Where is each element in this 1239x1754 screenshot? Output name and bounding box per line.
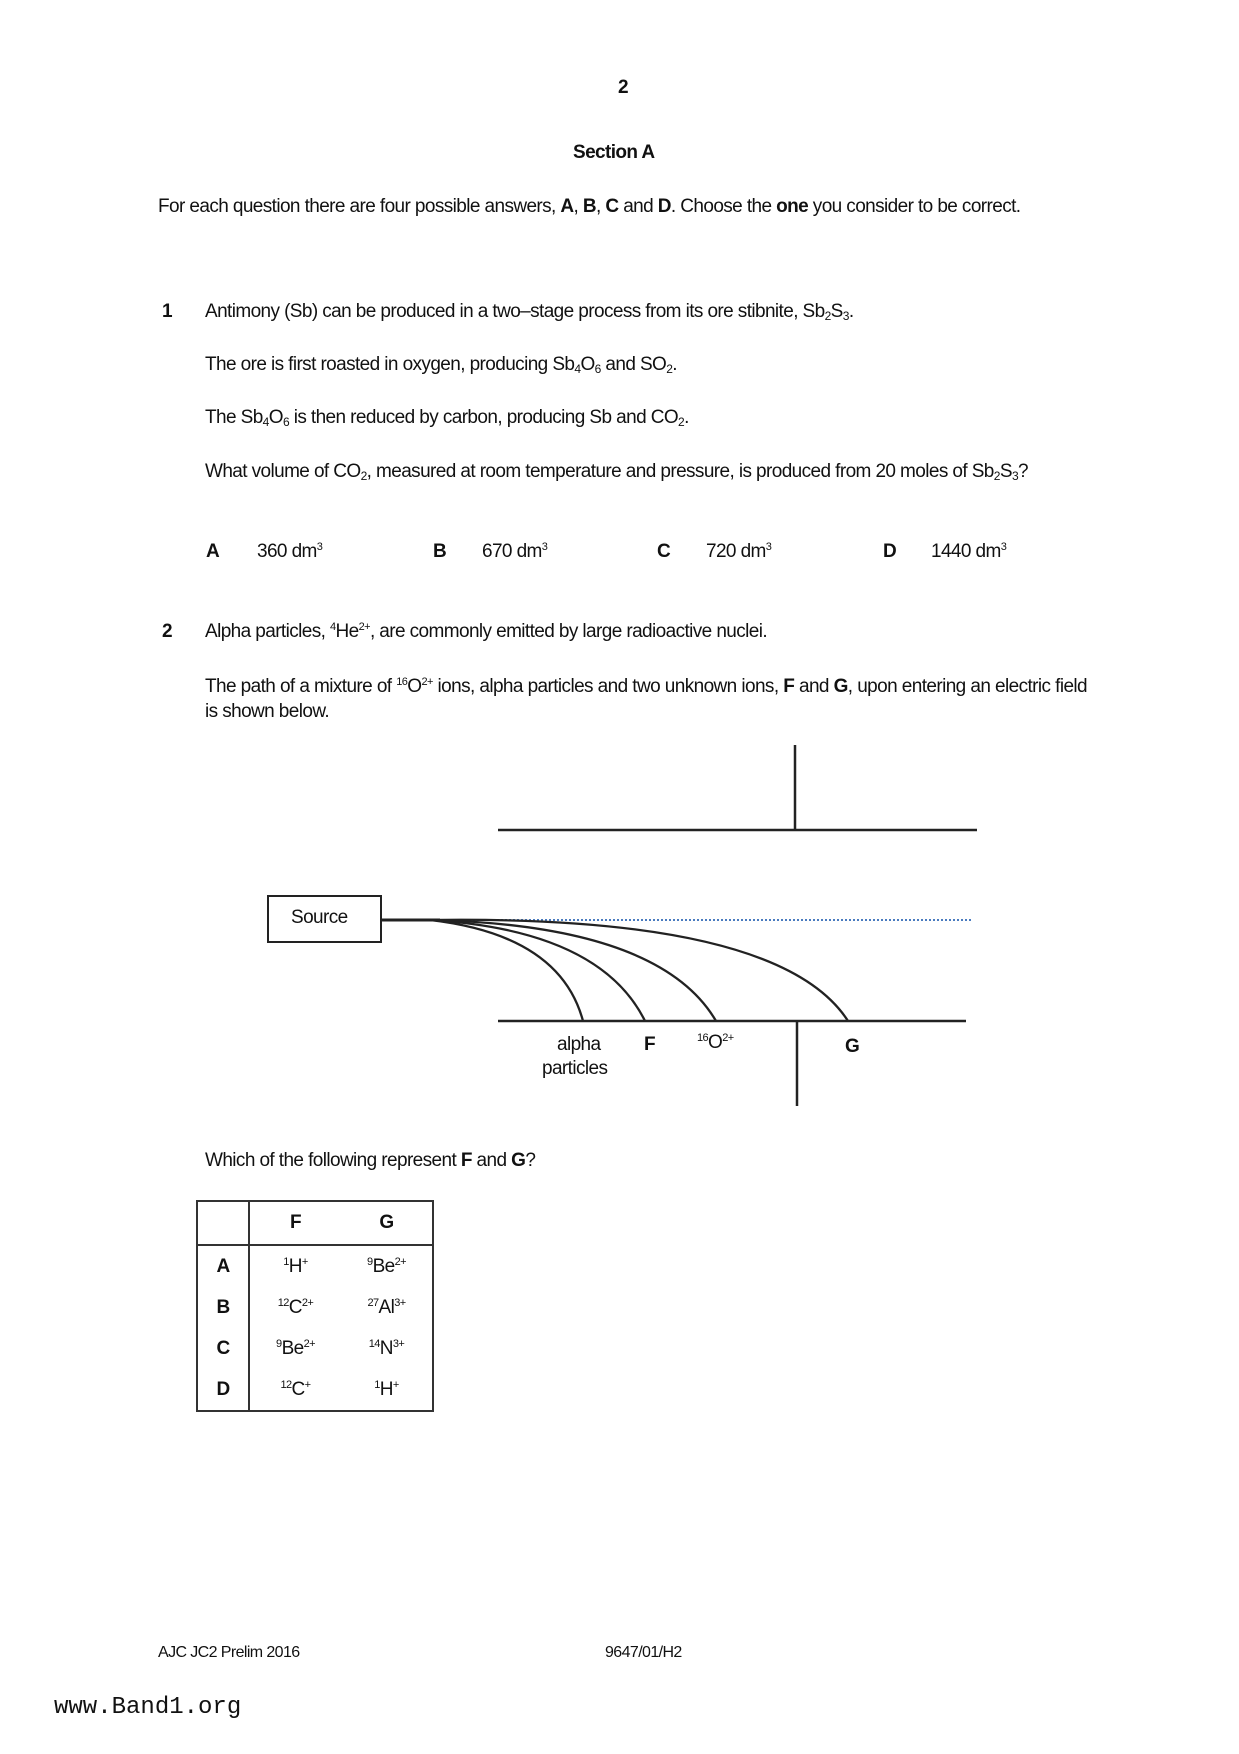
g-path (430, 920, 848, 1021)
footer-center: 9647/01/H2 (605, 1644, 682, 1661)
option-c-letter: C (657, 541, 671, 562)
table-row (197, 1245, 433, 1287)
section-title: Section A (573, 142, 655, 163)
instructions: For each question there are four possible answers, A, B, C and D. Choose the one you consider to be correct. (158, 196, 1021, 217)
option-b-letter: B (433, 541, 447, 562)
q2-line-1: Alpha particles, $^4He^{2+}$, are commonly emitted by large radioactive nuclei. (205, 621, 768, 642)
option-d-letter: D (883, 541, 897, 562)
question-1-number: 1 (162, 301, 172, 322)
table-row (197, 1369, 433, 1411)
table-header-f: F (249, 1201, 341, 1245)
q1-question: What volume of $CO_2$, measured at room temperature and pressure, is produced from 20 moles of $Sb_2S_3$? (205, 461, 1028, 483)
watermark-link[interactable]: www.Band1.org (54, 1694, 242, 1721)
table-header-row (197, 1201, 433, 1245)
footer-left: AJC JC2 Prelim 2016 (158, 1644, 300, 1661)
q1-line-3: The $Sb_4O_6$ is then reduced by carbon, producing Sb and $CO_2$. (205, 407, 689, 429)
q2-line-2: The path of a mixture of $^{16}O^{2+}$ ions, alpha particles and two unknown ions, F and G, upon entering an electric field is shown below. (205, 676, 1087, 722)
g-cell: $^9Be^{2+}$ (367, 1255, 406, 1277)
question-2-number: 2 (162, 621, 172, 642)
table-header-g: G (341, 1201, 433, 1245)
g-cell: $^{27}Al^{3+}$ (367, 1296, 406, 1318)
q1-line-1: Antimony (Sb) can be produced in a two–stage process from its ore stibnite, $Sb_2S_3$. (205, 301, 854, 323)
alpha-label: alpha (557, 1034, 601, 1055)
f-label: F (644, 1034, 656, 1055)
g-cell: $^{14}N^{3+}$ (368, 1337, 405, 1359)
o-label: $^{16}O^{2+}$ (697, 1032, 734, 1053)
source-label: Source (291, 907, 348, 928)
table-row (197, 1287, 433, 1328)
answer-table (196, 1200, 434, 1412)
table-header-empty (197, 1201, 249, 1245)
table-row (197, 1328, 433, 1369)
q2-question: Which of the following represent F and G? (205, 1150, 536, 1171)
f-cell: $^{12}$C+ (280, 1378, 311, 1400)
f-cell: $^{12}C^{2+}$ (277, 1296, 314, 1318)
row-letter: C (197, 1328, 249, 1369)
option-c-value: 720 $dm^3$ (706, 541, 772, 562)
g-cell: $^1$H+ (374, 1378, 399, 1400)
option-a-value: 360 $dm^3$ (257, 541, 323, 562)
f-path (430, 920, 645, 1021)
q1-line-2: The ore is first roasted in oxygen, producing $Sb_4O_6$ and $SO_2$. (205, 354, 677, 376)
g-label: G (845, 1036, 860, 1057)
row-letter: B (197, 1287, 249, 1328)
option-a-letter: A (206, 541, 220, 562)
row-letter: A (197, 1245, 249, 1287)
page-number: 2 (618, 77, 628, 98)
option-d-value: 1440 $dm^3$ (931, 541, 1007, 562)
alpha-label-2: particles (542, 1058, 608, 1079)
f-cell: $^1$H+ (283, 1255, 308, 1277)
f-cell: $^9Be^{2+}$ (276, 1337, 315, 1359)
alpha-path (430, 920, 583, 1021)
option-b-value: 670 $dm^3$ (482, 541, 548, 562)
row-letter: D (197, 1369, 249, 1411)
